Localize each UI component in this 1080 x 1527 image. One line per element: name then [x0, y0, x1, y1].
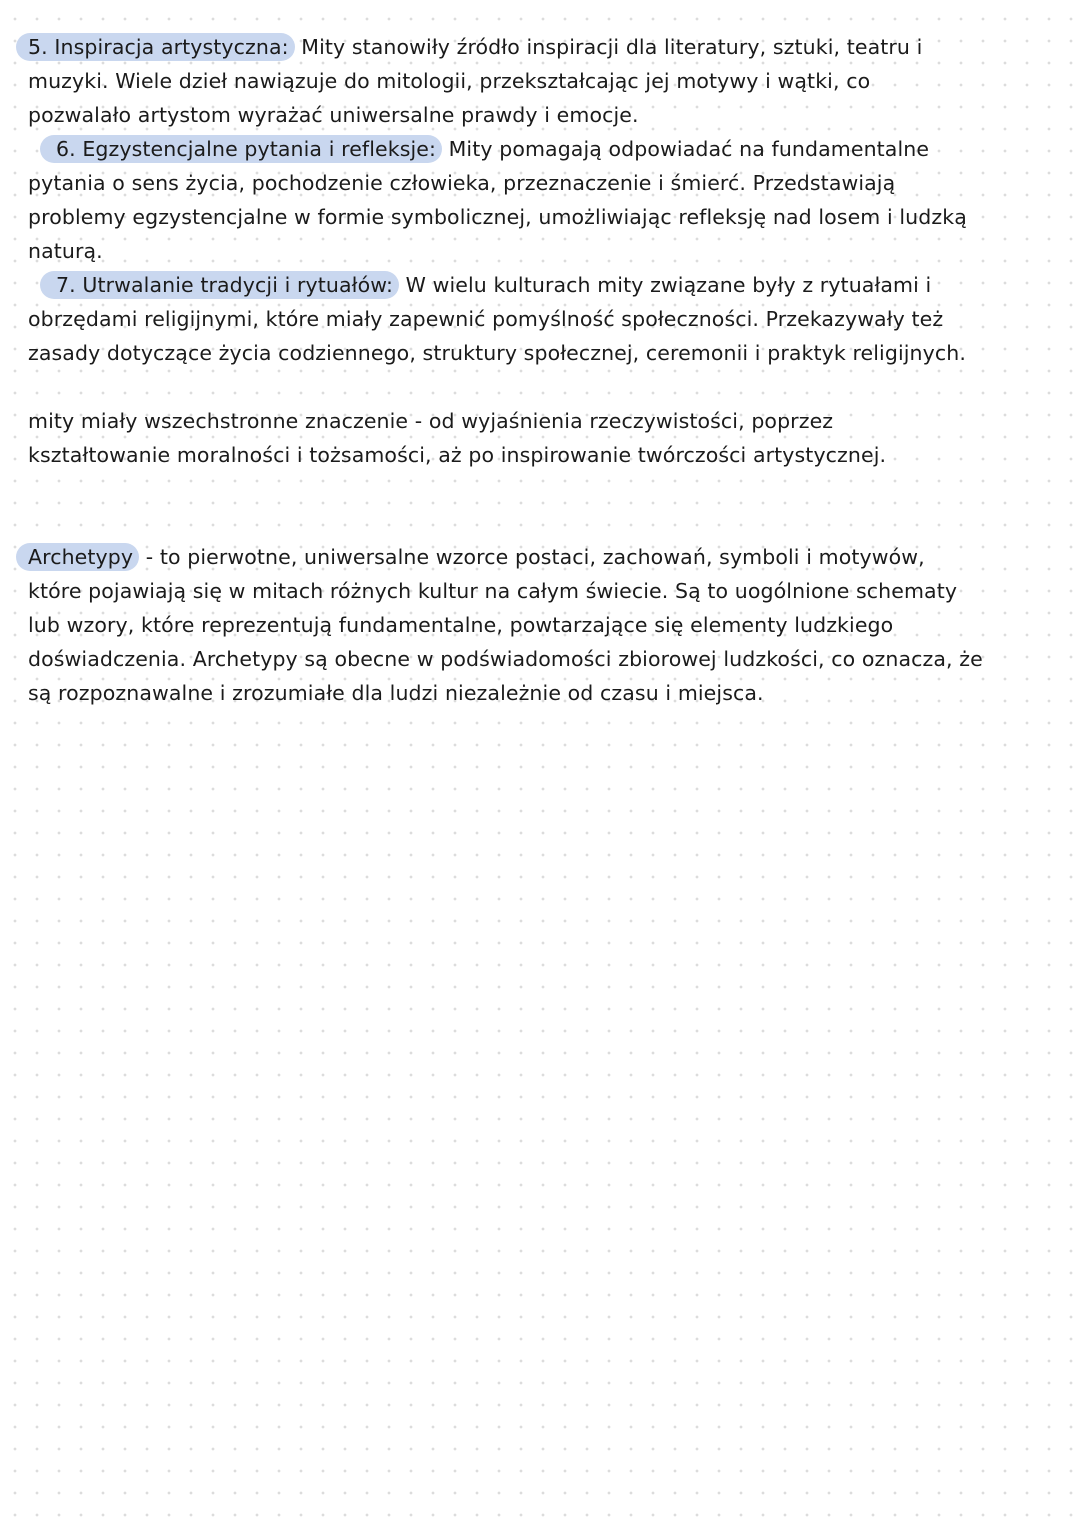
point-7-line-1 — [28, 268, 1038, 302]
point-7-text: W wielu kulturach mity związane były z rytuałami i — [405, 273, 932, 297]
point-5-line-3: pozwalało artystom wyrażać uniwersalne prawdy i emocje. — [28, 103, 639, 127]
archetypes-line-2: które pojawiają się w mitach różnych kultur na całym świecie. Są to uogólnione schematy — [28, 579, 958, 603]
point-7-line-3: zasady dotyczące życia codziennego, struktury społecznej, ceremonii i praktyk religijnych. — [28, 341, 966, 365]
spacer — [28, 472, 1038, 506]
spacer — [28, 370, 1038, 404]
point-5-line-1 — [28, 30, 1038, 64]
point-6-line-4: naturą. — [28, 239, 103, 263]
point-5-line-2: muzyki. Wiele dzieł nawiązuje do mitologii, przekształcając jej motywy i wątki, co — [28, 69, 871, 93]
archetypes-text: - to pierwotne, uniwersalne wzorce postaci, zachowań, symboli i motywów, — [145, 545, 925, 569]
point-5-label: 5. Inspiracja artystyczna: — [16, 33, 295, 61]
point-6-line-3: problemy egzystencjalne w formie symbolicznej, umożliwiając refleksję nad losem i ludzką — [28, 205, 967, 229]
summary-line-1: mity miały wszechstronne znaczenie - od wyjaśnienia rzeczywistości, poprzez — [28, 409, 834, 433]
summary-line-2: kształtowanie moralności i tożsamości, aż po inspirowanie twórczości artystycznej. — [28, 443, 887, 467]
archetypes-line-5: są rozpoznawalne i zrozumiałe dla ludzi niezależnie od czasu i miejsca. — [28, 681, 764, 705]
point-6-text: Mity pomagają odpowiadać na fundamentalne — [448, 137, 930, 161]
notes-page — [28, 30, 1038, 710]
point-6-label: 6. Egzystencjalne pytania i refleksje: — [40, 135, 442, 163]
archetypes-line-3: lub wzory, które reprezentują fundamentalne, powtarzające się elementy ludzkiego — [28, 613, 894, 637]
spacer — [28, 506, 1038, 540]
archetypes-line-4: doświadczenia. Archetypy są obecne w podświadomości zbiorowej ludzkości, co oznacza, że — [28, 647, 983, 671]
point-6-line-1 — [28, 132, 1038, 166]
point-6-line-2: pytania o sens życia, pochodzenie człowieka, przeznaczenie i śmierć. Przedstawiają — [28, 171, 896, 195]
archetypes-term: Archetypy — [16, 543, 139, 571]
archetypes-line-1 — [28, 540, 1038, 574]
point-7-line-2: obrzędami religijnymi, które miały zapewnić pomyślność społeczności. Przekazywały też — [28, 307, 944, 331]
point-5-text: Mity stanowiły źródło inspiracji dla literatury, sztuki, teatru i — [301, 35, 923, 59]
point-7-label: 7. Utrwalanie tradycji i rytuałów: — [40, 271, 399, 299]
